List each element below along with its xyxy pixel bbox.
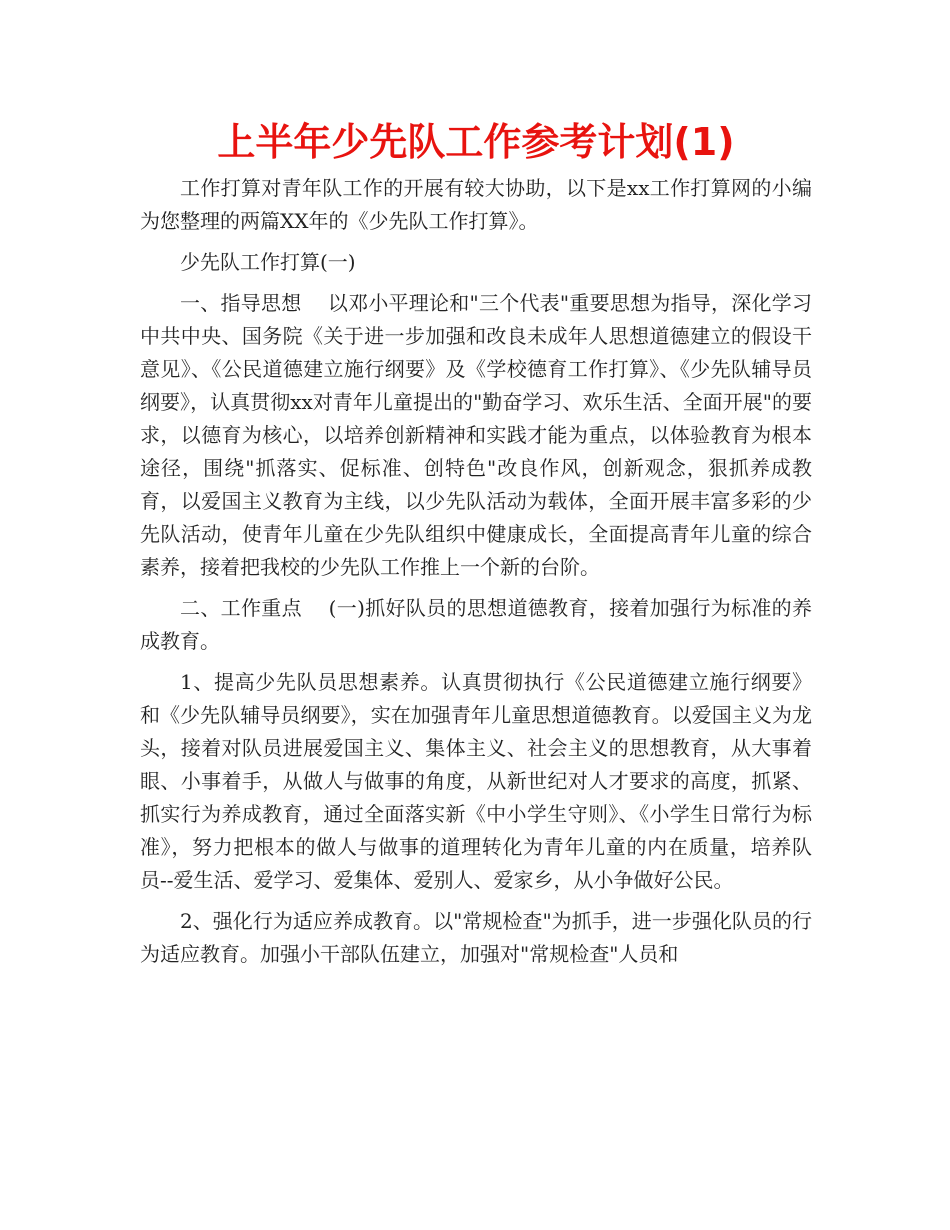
paragraph-plan-heading: 少先队工作打算(一) xyxy=(180,250,356,274)
paragraph-guiding-ideology: 一、指导思想 以邓小平理论和"三个代表"重要思想为指导，深化学习中共中央、国务院《关于进一步加强和改良未成年人思想道德建立的假设干意见》、《公民道德建立施行纲要》及《学校德育工作打算》、《少先队辅导员纲要》，认真贯彻xx对青年儿童提出的"勤奋学习、欢乐生活、全面开展"的要求，以德育为核心，以培养创新精神和实践才能为重点，以体验教育为根本途径，围绕"抓落实、促标准、创特色"改良作风，创新观念，狠抓养成教育，以爱国主义教育为主线，以少先队活动为载体，全面开展丰富多彩的少先队活动，使青年儿童在少先队组织中健康成长，全面提高青年儿童的综合素养，接着把我校的少先队工作推上一个新的台阶。 xyxy=(140,291,812,579)
paragraph-point-2: 2、强化行为适应养成教育。以"常规检查"为抓手，进一步强化队员的行为适应教育。加强小干部队伍建立，加强对"常规检查"人员和 xyxy=(140,909,812,966)
document-title: 上半年少先队工作参考计划(1) xyxy=(217,120,735,164)
paragraph-point-1: 1、提高少先队员思想素养。认真贯彻执行《公民道德建立施行纲要》和《少先队辅导员纲要》，实在加强青年儿童思想道德教育。以爱国主义为龙头，接着对队员进展爱国主义、集体主义、社会主义的思想教育，从大事着眼、小事着手，从做人与做事的角度，从新世纪对人才要求的高度，抓紧、抓实行为养成教育，通过全面落实新《中小学生守则》、《小学生日常行为标准》，努力把根本的做人与做事的道理转化为青年儿童的内在质量，培养队员--爱生活、爱学习、爱集体、爱别人、爱家乡，从小争做好公民。 xyxy=(140,670,812,892)
document-page xyxy=(140,112,812,971)
paragraph-work-focus: 二、工作重点 (一)抓好队员的思想道德教育，接着加强行为标准的养成教育。 xyxy=(140,596,812,653)
paragraph-intro: 工作打算对青年队工作的开展有较大协助，以下是xx工作打算网的小编为您整理的两篇XX年的《少先队工作打算》。 xyxy=(140,176,812,233)
